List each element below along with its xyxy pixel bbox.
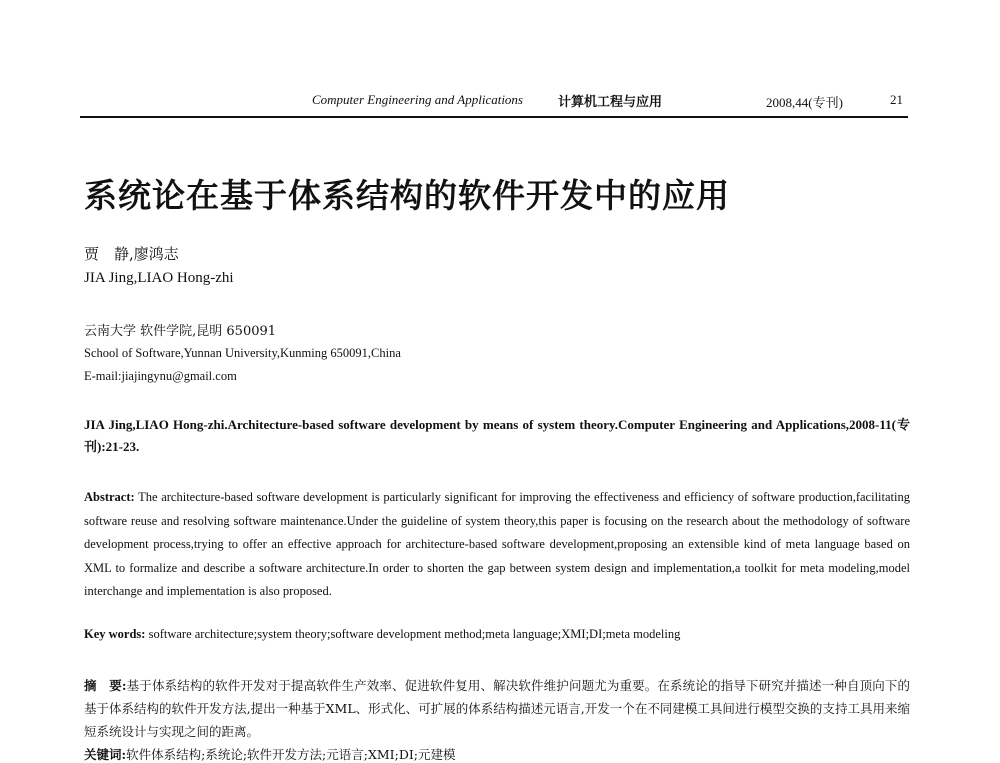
keywords-cn bbox=[84, 745, 910, 763]
keywords-label: Key words: bbox=[84, 627, 146, 641]
abstract-cn-label: 摘 要: bbox=[84, 678, 127, 693]
page-number: 21 bbox=[890, 92, 903, 107]
keywords-cn-text: 软件体系结构;系统论;软件开发方法;元语言;XMI;DI;元建模 bbox=[126, 747, 456, 762]
abstract-text: The architecture-based software development is particularly significant for improving the effectiveness and efficiency of software production,facilitating software reuse and resolving software maintenance.Under the guideline of system theory,this paper is focusing on the research about the methodology of software development process,trying to offer an effective approach for architecture-based software development,proposing an extensible kind of meta language based on XML to formalize and describe a software architecture.In order to shorten the gap between system design and implementation,a toolkit for meta modeling,model interchange and implementation is also proposed. bbox=[84, 490, 910, 599]
authors-cn: 贾 静,廖鸿志 bbox=[84, 245, 179, 263]
affiliation-en: School of Software,Yunnan University,Kunming 650091,China bbox=[84, 346, 401, 360]
keywords-en bbox=[84, 627, 910, 642]
keywords-text: software architecture;system theory;software development method;meta language;XMI;DI;meta modeling bbox=[148, 627, 681, 641]
abstract-cn-text: 基于体系结构的软件开发对于提高软件生产效率、促进软件复用、解决软件维护问题尤为重要。在系统论的指导下研究并描述一种自顶向下的基于体系结构的软件开发方法,提出一种基于XML、形式化、可扩展的体系结构描述元语言,开发一个在不同建模工具间进行模型交换的支持工具用来缩短系统设计与实现之间的距离。 bbox=[84, 678, 910, 739]
paper-title: 系统论在基于体系结构的软件开发中的应用 bbox=[84, 176, 730, 215]
abstract-label: Abstract: bbox=[84, 490, 135, 504]
affiliation-cn: 云南大学 软件学院,昆明 650091 bbox=[84, 324, 277, 339]
issue-info: 2008,44(专刊) bbox=[766, 95, 843, 110]
abstract-en bbox=[84, 486, 910, 604]
journal-name-en: Computer Engineering and Applications bbox=[312, 92, 523, 107]
abstract-cn bbox=[84, 674, 910, 743]
journal-name-cn: 计算机工程与应用 bbox=[558, 95, 663, 110]
running-header bbox=[80, 84, 908, 118]
author-email: E-mail:jiajingynu@gmail.com bbox=[84, 369, 237, 383]
keywords-cn-label: 关键词: bbox=[84, 747, 127, 762]
authors-en: JIA Jing,LIAO Hong-zhi bbox=[84, 270, 234, 286]
citation: JIA Jing,LIAO Hong-zhi.Architecture-based software development by means of system theory.Computer Engineering and Applications,2008-11(专刊):21-23. bbox=[84, 417, 910, 454]
